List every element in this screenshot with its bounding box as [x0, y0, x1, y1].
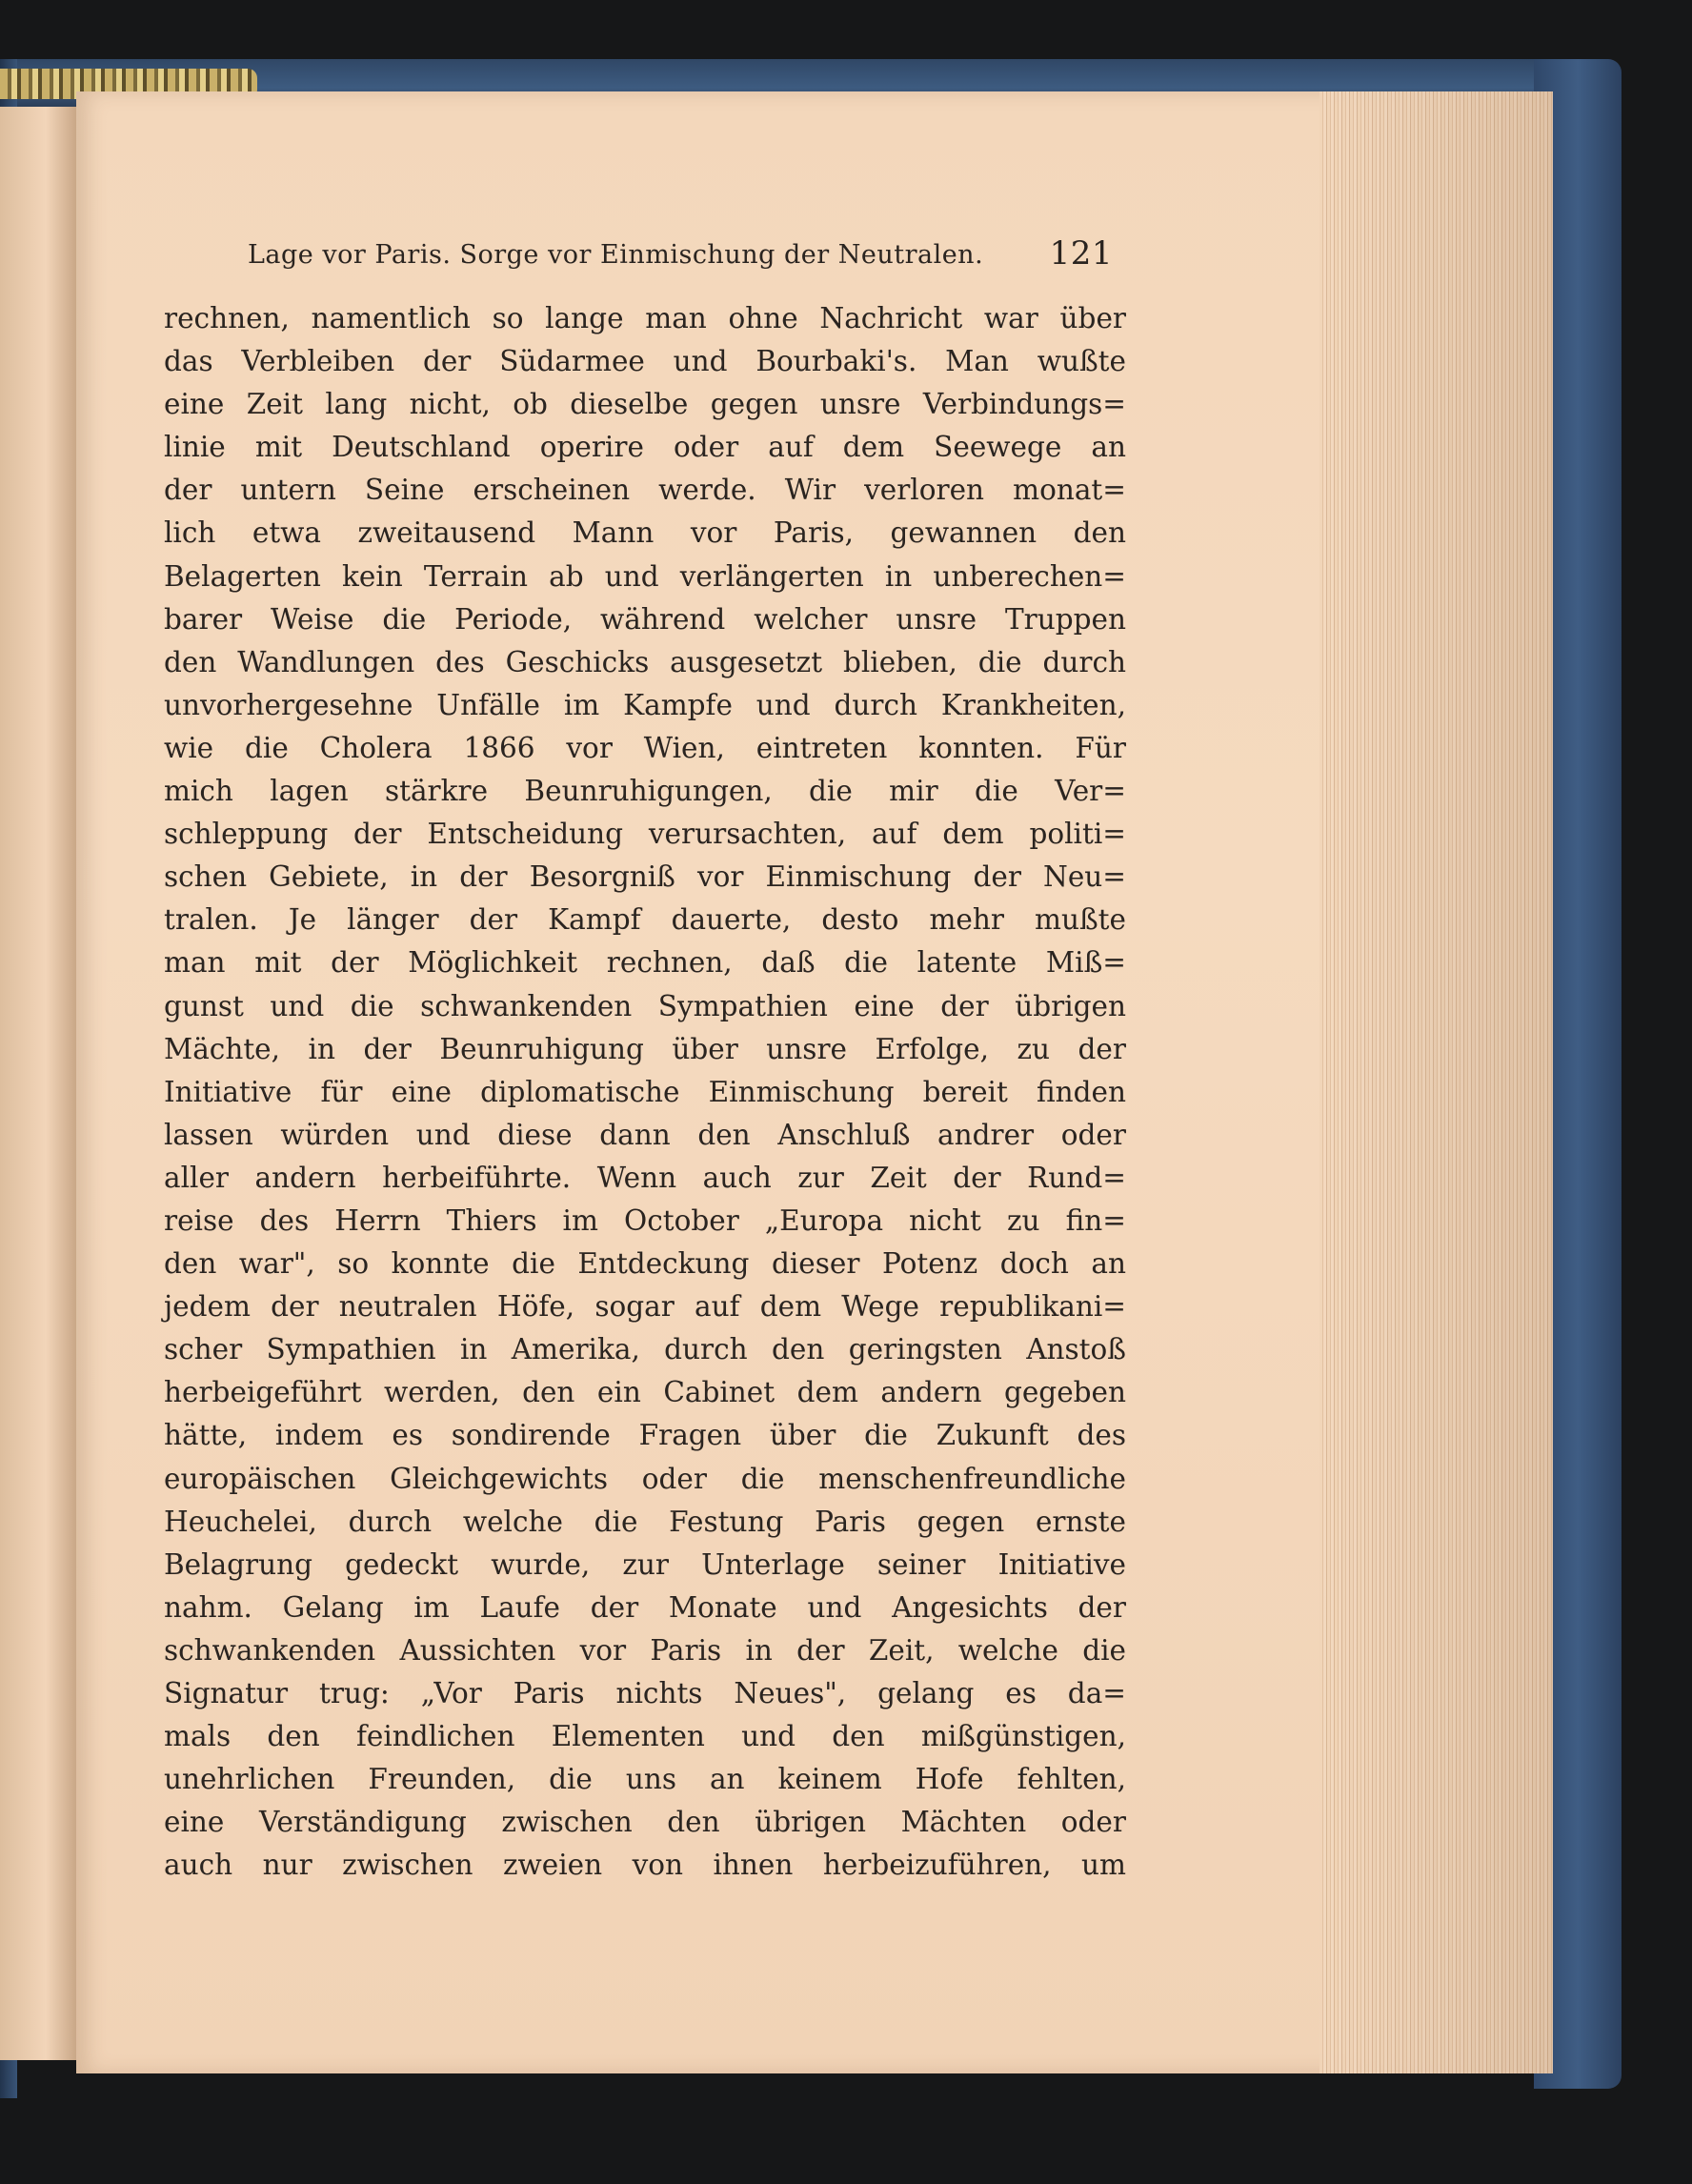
text-line: Mächte, in der Beunruhigung über unsre Erfolge, zu der — [164, 1032, 1126, 1065]
text-line: man mit der Möglichkeit rechnen, daß die latente Miß= — [164, 946, 1126, 980]
left-page-sliver — [0, 107, 76, 2060]
text-line: unvorhergesehne Unfälle im Kampfe und durch Krankheiten, — [164, 688, 1126, 721]
text-line: europäischen Gleichgewichts oder die menschenfreundliche — [164, 1462, 1126, 1495]
text-line: mals den feindlichen Elementen und den mißgünstigen, — [164, 1720, 1126, 1753]
text-line: eine Verständigung zwischen den übrigen Mächten oder — [164, 1806, 1126, 1839]
text-line: schen Gebiete, in der Besorgniß vor Einmischung der Neu= — [164, 860, 1126, 894]
page-edges — [1319, 91, 1553, 2073]
text-line: lassen würden und diese dann den Anschluß andrer oder — [164, 1118, 1126, 1151]
text-line: Initiative für eine diplomatische Einmischung bereit finden — [164, 1075, 1126, 1108]
running-head — [164, 229, 1126, 286]
page-number: 121 — [1049, 234, 1113, 273]
text-line: linie mit Deutschland operire oder auf dem Seewege an — [164, 431, 1126, 464]
text-line: auch nur zwischen zweien von ihnen herbeizuführen, um — [164, 1849, 1126, 1882]
text-line: scher Sympathien in Amerika, durch den geringsten Anstoß — [164, 1333, 1126, 1366]
text-line: das Verbleiben der Südarmee und Bourbaki's. Man wußte — [164, 345, 1126, 378]
text-line: unehrlichen Freunden, die uns an keinem Hofe fehlten, — [164, 1763, 1126, 1796]
text-line: Signatur trug: „Vor Paris nichts Neues", gelang es da= — [164, 1677, 1126, 1709]
text-line: gunst und die schwankenden Sympathien eine der übrigen — [164, 989, 1126, 1022]
running-head-title: Lage vor Paris. Sorge vor Einmischung der Neutralen. — [248, 240, 984, 270]
text-line: schwankenden Aussichten vor Paris in der Zeit, welche die — [164, 1633, 1126, 1667]
text-line: den Wandlungen des Geschicks ausgesetzt blieben, die durch — [164, 645, 1126, 678]
body-text — [164, 297, 1126, 1887]
text-line: Belagerten kein Terrain ab und verlängerten in unberechen= — [164, 559, 1126, 593]
text-line: barer Weise die Periode, während welcher unsre Truppen — [164, 602, 1126, 636]
text-line: eine Zeit lang nicht, ob dieselbe gegen unsre Verbindungs= — [164, 388, 1126, 421]
text-line: nahm. Gelang im Laufe der Monate und Angesichts der — [164, 1590, 1126, 1624]
text-line: tralen. Je länger der Kampf dauerte, desto mehr mußte — [164, 903, 1126, 937]
page-content — [164, 229, 1126, 1887]
text-line: wie die Cholera 1866 vor Wien, eintreten konnten. Für — [164, 731, 1126, 764]
text-line: Belagrung gedeckt wurde, zur Unterlage seiner Initiative — [164, 1547, 1126, 1581]
text-line: mich lagen stärkre Beunruhigungen, die mir die Ver= — [164, 775, 1126, 808]
text-line: lich etwa zweitausend Mann vor Paris, gewannen den — [164, 516, 1126, 550]
text-line: hätte, indem es sondirende Fragen über die Zukunft des — [164, 1419, 1126, 1452]
text-line: Heuchelei, durch welche die Festung Paris gegen ernste — [164, 1505, 1126, 1538]
text-line: den war", so konnte die Entdeckung dieser Potenz doch an — [164, 1247, 1126, 1281]
text-line: reise des Herrn Thiers im October „Europa nicht zu fin= — [164, 1203, 1126, 1237]
text-line: aller andern herbeiführte. Wenn auch zur Zeit der Rund= — [164, 1161, 1126, 1194]
text-line: jedem der neutralen Höfe, sogar auf dem Wege republikani= — [164, 1290, 1126, 1324]
text-line: herbeigeführt werden, den ein Cabinet dem andern gegeben — [164, 1376, 1126, 1409]
text-line: rechnen, namentlich so lange man ohne Nachricht war über — [164, 302, 1126, 334]
text-line: der untern Seine erscheinen werde. Wir verloren monat= — [164, 474, 1126, 507]
text-line: schleppung der Entscheidung verursachten, auf dem politi= — [164, 818, 1126, 851]
